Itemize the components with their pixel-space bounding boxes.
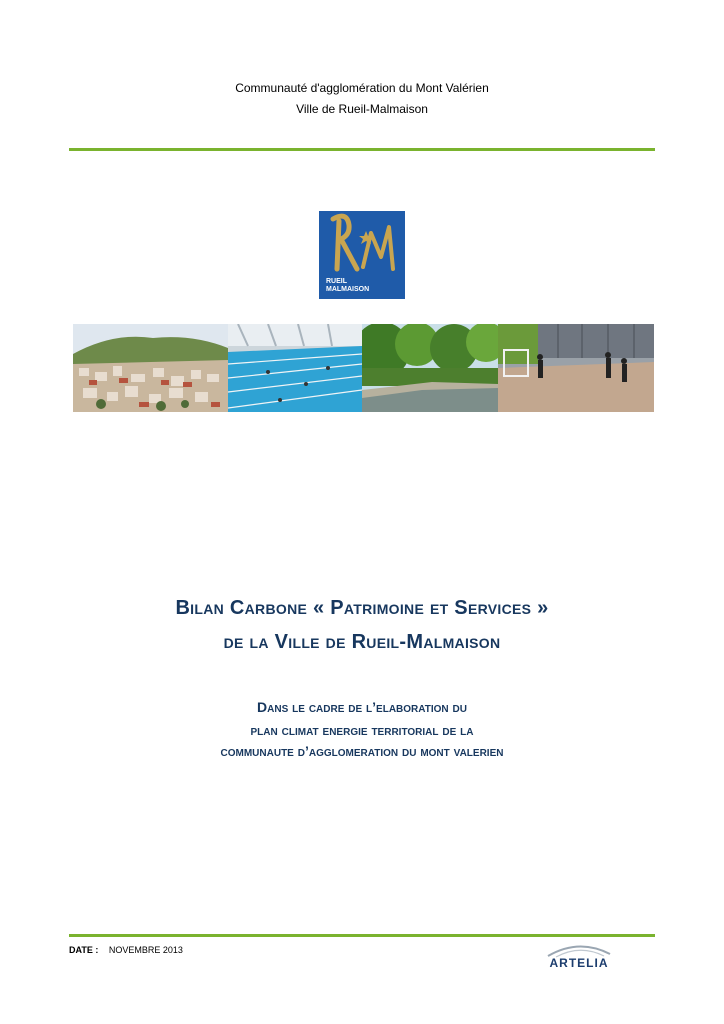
rueil-malmaison-logo: [319, 211, 405, 299]
header-line-2: Ville de Rueil-Malmaison: [296, 102, 428, 116]
subtitle-line2: plan climat energie territorial de la: [250, 722, 474, 738]
document-title-line1: Bilan Carbone « Patrimoine et Services »: [175, 597, 549, 619]
document-title-line2: de la Ville de Rueil-Malmaison: [223, 631, 501, 653]
footer-date: [69, 945, 183, 955]
swimming-pool-photo: [228, 324, 362, 412]
subtitle-line3: communaute d’agglomeration du mont valerien: [220, 743, 504, 759]
photo-strip: [73, 324, 654, 412]
top-divider: [69, 148, 655, 151]
logo-text-line1: RUEIL: [326, 278, 347, 285]
date-label: DATE :: [69, 945, 99, 955]
date-value: NOVEMBRE 2013: [108, 945, 183, 955]
header-line-1: Communauté d'agglomération du Mont Valérien: [235, 81, 489, 95]
artelia-wordmark: ARTELIA: [549, 956, 609, 970]
subtitle-line1: Dans le cadre de l’elaboration du: [257, 699, 467, 715]
sports-court-photo: [498, 324, 654, 412]
logo-text: [326, 278, 369, 294]
park-lake-photo: [362, 324, 498, 412]
logo-text-line2: MALMAISON: [326, 286, 370, 293]
city-panorama-photo: [73, 324, 228, 412]
bottom-divider: [69, 934, 655, 937]
artelia-logo: [534, 942, 624, 972]
